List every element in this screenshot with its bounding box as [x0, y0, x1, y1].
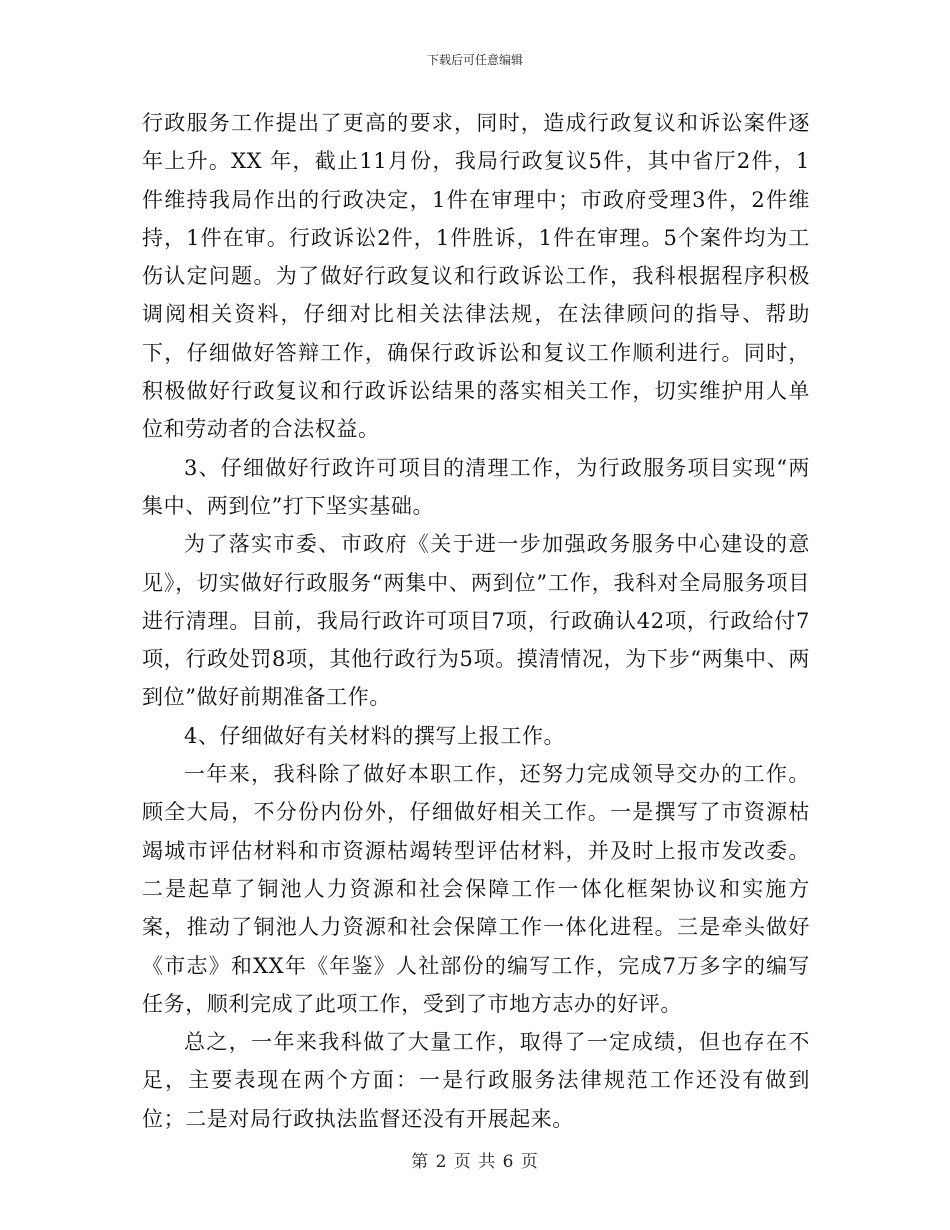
paragraph-continuation: 行政服务工作提出了更高的要求，同时，造成行政复议和诉讼案件逐年上升。XX 年，截止11月份，我局行政复议5件，其中省厅2件，1件维持我局作出的行政决定，1件在审理中；市政府受理3件，2件维持，1件在审。行政诉讼2件，1件胜诉，1件在审理。5个案件均为工伤认定问题。为了做好行政复议和行政诉讼工作，我科根据程序积极调阅相关资料，仔细对比相关法律法规，在法律顾问的指导、帮助下，仔细做好答辩工作，确保行政诉讼和复议工作顺利进行。同时，积极做好行政复议和行政诉讼结果的落实相关工作，切实维护用人单位和劳动者的合法权益。: [142, 111, 810, 442]
page-header: 下载后可任意编辑: [426, 53, 523, 67]
paragraph-section-4-body: 一年来，我科除了做好本职工作，还努力完成领导交办的工作。顾全大局，不分份内份外，仔细做好相关工作。一是撰写了市资源枯竭城市评估材料和市资源枯竭转型评估材料，并及时上报市发改委。二是起草了铜池人力资源和社会保障工作一体化框架协议和实施方案，推动了铜池人力资源和社会保障工作一体化进程。三是牵头做好《市志》和XX年《年鉴》人社部份的编写工作，完成7万多字的编写任务，顺利完成了此项工作，受到了市地方志办的好评。: [142, 762, 810, 1016]
paragraph-section-3-body: 为了落实市委、市政府《关于进一步加强政务服务中心建设的意见》，切实做好行政服务“两集中、两到位”工作，我科对全局服务项目进行清理。目前，我局行政许可项目7项，行政确认42项，行政给付7项，行政处罚8项，其他行政行为5项。摸清情况，为下步“两集中、两到位”做好前期准备工作。: [142, 532, 810, 710]
page-footer: 第 2 页 共 6 页: [411, 1152, 539, 1172]
paragraph-section-3-heading: 3、仔细做好行政许可项目的清理工作，为行政服务项目实现“两集中、两到位”打下坚实基础。: [142, 455, 810, 518]
paragraph-summary: 总之，一年来我科做了大量工作，取得了一定成绩，但也存在不足，主要表现在两个方面：一是行政服务法律规范工作还没有做到位；二是对局行政执法监督还没有开展起来。: [142, 1030, 810, 1131]
paragraph-section-4-heading: 4、仔细做好有关材料的撰写上报工作。: [184, 723, 566, 748]
document-body: [142, 104, 810, 1138]
